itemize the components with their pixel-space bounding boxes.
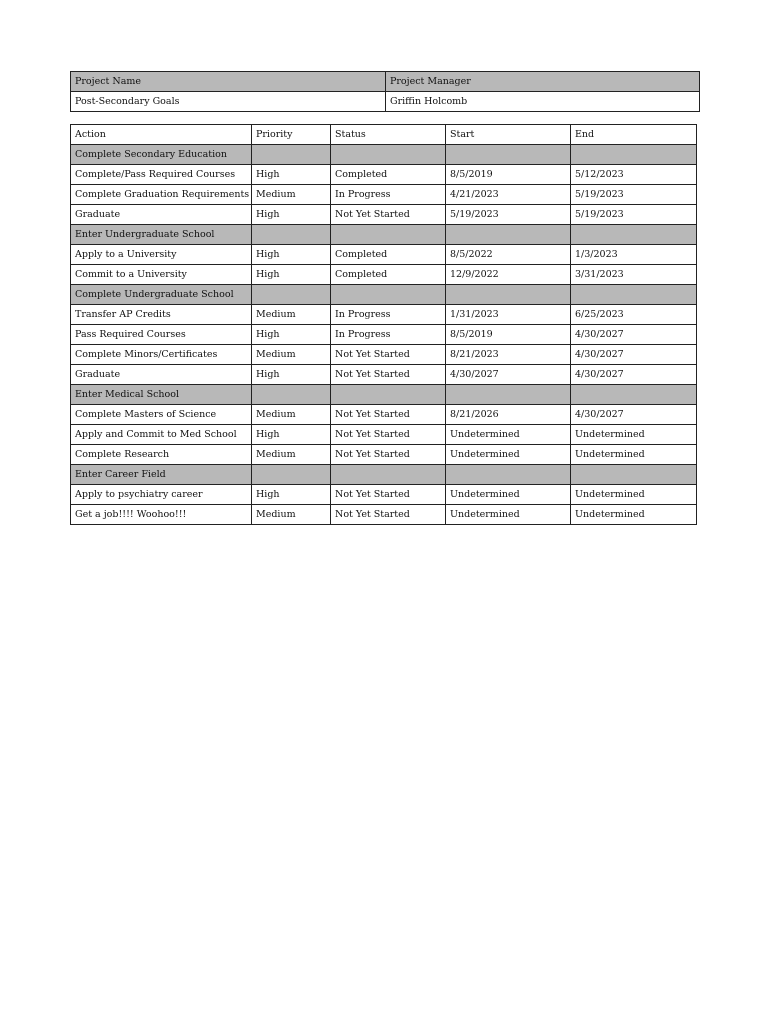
cell-end: 3/31/2023 (571, 265, 697, 285)
cell-status: In Progress (331, 325, 446, 345)
cell-start: Undetermined (446, 505, 571, 525)
cell-end (571, 385, 697, 405)
cell-end (571, 145, 697, 165)
section-title: Complete Undergraduate School (71, 285, 252, 305)
cell-start (446, 145, 571, 165)
section-title: Complete Secondary Education (71, 145, 252, 165)
cell-priority: Medium (252, 345, 331, 365)
cell-action: Graduate (71, 365, 252, 385)
cell-action: Complete Graduation Requirements (71, 185, 252, 205)
cell-end (571, 465, 697, 485)
table-row (71, 305, 697, 325)
section-title: Enter Medical School (71, 385, 252, 405)
table-row (71, 185, 697, 205)
column-header-end: End (571, 125, 697, 145)
cell-status: Not Yet Started (331, 445, 446, 465)
cell-status: Not Yet Started (331, 345, 446, 365)
column-header-priority: Priority (252, 125, 331, 145)
cell-start: Undetermined (446, 445, 571, 465)
cell-start: 8/21/2023 (446, 345, 571, 365)
cell-action: Complete Minors/Certificates (71, 345, 252, 365)
cell-status: In Progress (331, 305, 446, 325)
cell-start: Undetermined (446, 425, 571, 445)
cell-action: Apply and Commit to Med School (71, 425, 252, 445)
cell-end: 4/30/2027 (571, 325, 697, 345)
section-title: Enter Career Field (71, 465, 252, 485)
cell-start: 8/5/2019 (446, 325, 571, 345)
table-row (71, 505, 697, 525)
cell-priority: High (252, 425, 331, 445)
cell-action: Transfer AP Credits (71, 305, 252, 325)
cell-start: 8/5/2022 (446, 245, 571, 265)
cell-action: Pass Required Courses (71, 325, 252, 345)
cell-status: Not Yet Started (331, 365, 446, 385)
cell-action: Complete Research (71, 445, 252, 465)
cell-priority: Medium (252, 305, 331, 325)
section-row (71, 385, 697, 405)
cell-end: 6/25/2023 (571, 305, 697, 325)
cell-action: Commit to a University (71, 265, 252, 285)
table-row (71, 425, 697, 445)
section-row (71, 285, 697, 305)
cell-status: Not Yet Started (331, 205, 446, 225)
plan-body (71, 145, 697, 525)
cell-priority: Medium (252, 405, 331, 425)
cell-action: Graduate (71, 205, 252, 225)
table-row (71, 325, 697, 345)
cell-status: Completed (331, 165, 446, 185)
cell-status: Not Yet Started (331, 485, 446, 505)
cell-end (571, 225, 697, 245)
cell-status (331, 465, 446, 485)
cell-start (446, 225, 571, 245)
table-row (71, 265, 697, 285)
cell-end: 1/3/2023 (571, 245, 697, 265)
cell-action: Complete/Pass Required Courses (71, 165, 252, 185)
section-title: Enter Undergraduate School (71, 225, 252, 245)
cell-start: 5/19/2023 (446, 205, 571, 225)
table-row (71, 205, 697, 225)
cell-priority (252, 225, 331, 245)
cell-status (331, 385, 446, 405)
cell-end: Undetermined (571, 425, 697, 445)
cell-priority: Medium (252, 505, 331, 525)
action-plan-table (70, 124, 697, 525)
cell-status (331, 225, 446, 245)
column-header-status: Status (331, 125, 446, 145)
table-row (71, 405, 697, 425)
section-row (71, 145, 697, 165)
cell-priority (252, 145, 331, 165)
cell-priority (252, 285, 331, 305)
cell-priority: Medium (252, 445, 331, 465)
cell-end: 4/30/2027 (571, 365, 697, 385)
cell-start: 8/5/2019 (446, 165, 571, 185)
cell-status: Not Yet Started (331, 505, 446, 525)
cell-end: 5/19/2023 (571, 205, 697, 225)
cell-status (331, 145, 446, 165)
cell-start: 12/9/2022 (446, 265, 571, 285)
table-row (71, 445, 697, 465)
project-info-header-row (71, 72, 700, 92)
cell-end: 5/19/2023 (571, 185, 697, 205)
cell-priority: High (252, 165, 331, 185)
table-row (71, 165, 697, 185)
cell-start (446, 285, 571, 305)
cell-start (446, 385, 571, 405)
column-header-start: Start (446, 125, 571, 145)
cell-status: Not Yet Started (331, 425, 446, 445)
cell-start: 4/30/2027 (446, 365, 571, 385)
project-name-value: Post-Secondary Goals (71, 92, 386, 112)
table-row (71, 365, 697, 385)
table-row (71, 345, 697, 365)
cell-status: Not Yet Started (331, 405, 446, 425)
cell-priority: High (252, 485, 331, 505)
section-row (71, 225, 697, 245)
cell-end: 4/30/2027 (571, 345, 697, 365)
cell-end (571, 285, 697, 305)
cell-priority (252, 465, 331, 485)
cell-priority: High (252, 245, 331, 265)
column-header-action: Action (71, 125, 252, 145)
cell-status: In Progress (331, 185, 446, 205)
cell-status: Completed (331, 265, 446, 285)
cell-priority: High (252, 265, 331, 285)
cell-end: Undetermined (571, 505, 697, 525)
cell-start: 8/21/2026 (446, 405, 571, 425)
cell-action: Get a job!!!! Woohoo!!! (71, 505, 252, 525)
cell-start: 4/21/2023 (446, 185, 571, 205)
cell-priority: Medium (252, 185, 331, 205)
cell-start (446, 465, 571, 485)
project-name-label: Project Name (71, 72, 386, 92)
plan-header-row (71, 125, 697, 145)
project-manager-value: Griffin Holcomb (386, 92, 700, 112)
cell-priority: High (252, 365, 331, 385)
cell-end: 4/30/2027 (571, 405, 697, 425)
cell-priority (252, 385, 331, 405)
cell-start: Undetermined (446, 485, 571, 505)
project-manager-label: Project Manager (386, 72, 700, 92)
cell-priority: High (252, 325, 331, 345)
table-row (71, 245, 697, 265)
table-row (71, 485, 697, 505)
cell-end: 5/12/2023 (571, 165, 697, 185)
cell-end: Undetermined (571, 445, 697, 465)
cell-end: Undetermined (571, 485, 697, 505)
section-row (71, 465, 697, 485)
project-info-table (70, 71, 700, 112)
cell-priority: High (252, 205, 331, 225)
project-info-value-row (71, 92, 700, 112)
cell-action: Complete Masters of Science (71, 405, 252, 425)
cell-action: Apply to a University (71, 245, 252, 265)
cell-start: 1/31/2023 (446, 305, 571, 325)
cell-status (331, 285, 446, 305)
cell-action: Apply to psychiatry career (71, 485, 252, 505)
cell-status: Completed (331, 245, 446, 265)
